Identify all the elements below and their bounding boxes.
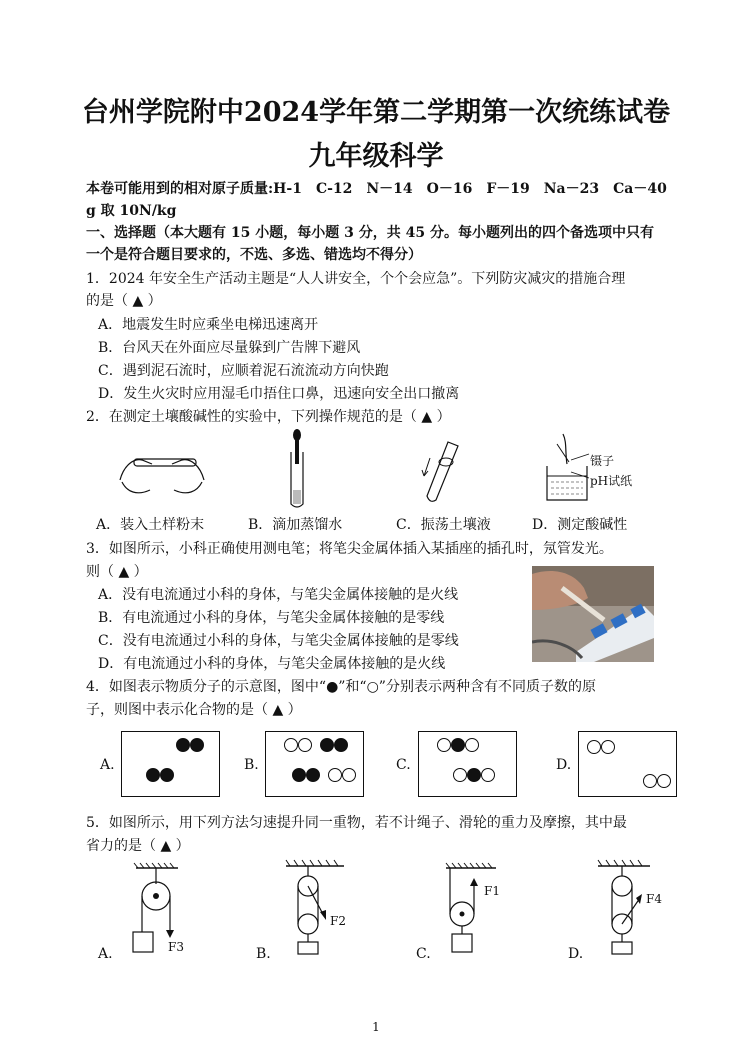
q5-figure-d[interactable] xyxy=(594,858,664,958)
q5-letter-a: A. xyxy=(98,946,113,962)
q4-option-d[interactable] xyxy=(578,731,677,797)
q5-figure-b[interactable] xyxy=(280,858,350,958)
q1-option-a[interactable]: A．地震发生时应乘坐电梯迅速离开 xyxy=(98,317,319,333)
q5-letter-c: C. xyxy=(416,946,431,962)
q2-figure-b xyxy=(285,428,315,512)
q4-letter-b: B. xyxy=(244,757,259,773)
exam-title: 台州学院附中2024学年第二学期第一次统练试卷 xyxy=(81,97,671,128)
q1-option-b[interactable]: B．台风天在外面应尽量躲到广告牌下避风 xyxy=(98,340,361,356)
q2-label-ph-paper: pH试纸 xyxy=(590,474,633,488)
exam-subtitle: 九年级科学 xyxy=(308,141,444,172)
q3-stem-line1: 3．如图所示，小科正确使用测电笔；将笔尖金属体插入某插座的插孔时，氖管发光。 xyxy=(86,541,613,557)
q2-option-c[interactable]: C．振荡土壤液 xyxy=(396,517,491,533)
q4-option-a[interactable] xyxy=(121,731,220,797)
q5-stem-line2: 省力的是（ ▲ ） xyxy=(86,838,190,854)
section1-heading-line2: 一个是符合题目要求的，不选、多选、错选均不得分） xyxy=(86,247,422,263)
q2-option-b[interactable]: B．滴加蒸馏水 xyxy=(248,517,343,533)
q4-stem-line2: 子，则图中表示化合物的是（ ▲ ） xyxy=(86,702,302,718)
q2-figure-c xyxy=(418,438,468,504)
q3-option-b[interactable]: B．有电流通过小科的身体，与笔尖金属体接触的是零线 xyxy=(98,610,445,626)
q2-option-d[interactable]: D．测定酸碱性 xyxy=(532,517,628,533)
q2-option-a[interactable]: A．装入土样粉末 xyxy=(96,517,205,533)
q3-option-a[interactable]: A．没有电流通过小科的身体，与笔尖金属体接触的是火线 xyxy=(98,587,459,603)
q5-figure-c[interactable] xyxy=(440,862,510,962)
gravity-constant: g 取 10N/kg xyxy=(86,203,177,219)
q2-figure-a xyxy=(112,440,212,500)
q5-letter-b: B. xyxy=(256,946,271,962)
q5-stem-line1: 5．如图所示，用下列方法匀速提升同一重物，若不计绳子、滑轮的重力及摩擦，其中最 xyxy=(86,815,627,831)
q4-option-b[interactable] xyxy=(265,731,364,797)
q4-letter-c: C. xyxy=(396,757,411,773)
q5-force-f3: F3 xyxy=(168,940,184,954)
q3-option-c[interactable]: C．没有电流通过小科的身体，与笔尖金属体接触的是零线 xyxy=(98,633,459,649)
q5-force-f2: F2 xyxy=(330,914,346,928)
page-number: 1 xyxy=(372,1020,380,1034)
q3-stem-line2: 则（ ▲ ） xyxy=(86,564,148,580)
q1-stem-line1: 1．2024 年安全生产活动主题是“人人讲安全，个个会应急”。下列防灾减灾的措施合理 xyxy=(86,271,626,287)
q4-option-c[interactable] xyxy=(418,731,517,797)
q4-stem-line1: 4．如图表示物质分子的示意图，图中“●”和“○”分别表示两种含有不同质子数的原 xyxy=(86,679,596,695)
q4-letter-d: D. xyxy=(556,757,572,773)
q1-option-c[interactable]: C．遇到泥石流时，应顺着泥石流流动方向快跑 xyxy=(98,363,389,379)
q3-photo-power-strip xyxy=(532,566,654,662)
section1-heading-line1: 一、选择题（本大题有 15 小题，每小题 3 分，共 45 分。每小题列出的四个备选项中只有 xyxy=(86,225,654,241)
q2-label-tweezers: 镊子 xyxy=(590,454,615,468)
q5-letter-d: D. xyxy=(568,946,584,962)
q2-figure-d xyxy=(543,432,593,504)
q1-stem-line2: 的是（ ▲ ） xyxy=(86,293,162,309)
q3-option-d[interactable]: D．有电流通过小科的身体，与笔尖金属体接触的是火线 xyxy=(98,656,446,672)
q4-letter-a: A. xyxy=(100,757,115,773)
q2-stem: 2．在测定土壤酸碱性的实验中，下列操作规范的是（ ▲ ） xyxy=(86,409,451,425)
q5-force-f1: F1 xyxy=(484,884,500,898)
atomic-masses: 本卷可能用到的相对原子质量:H-1 C-12 N－14 O－16 F－19 Na－23 Ca－40 xyxy=(86,181,667,197)
q1-option-d[interactable]: D．发生火灾时应用湿毛巾捂住口鼻，迅速向安全出口撤离 xyxy=(98,386,460,402)
q5-force-f4: F4 xyxy=(646,892,662,906)
